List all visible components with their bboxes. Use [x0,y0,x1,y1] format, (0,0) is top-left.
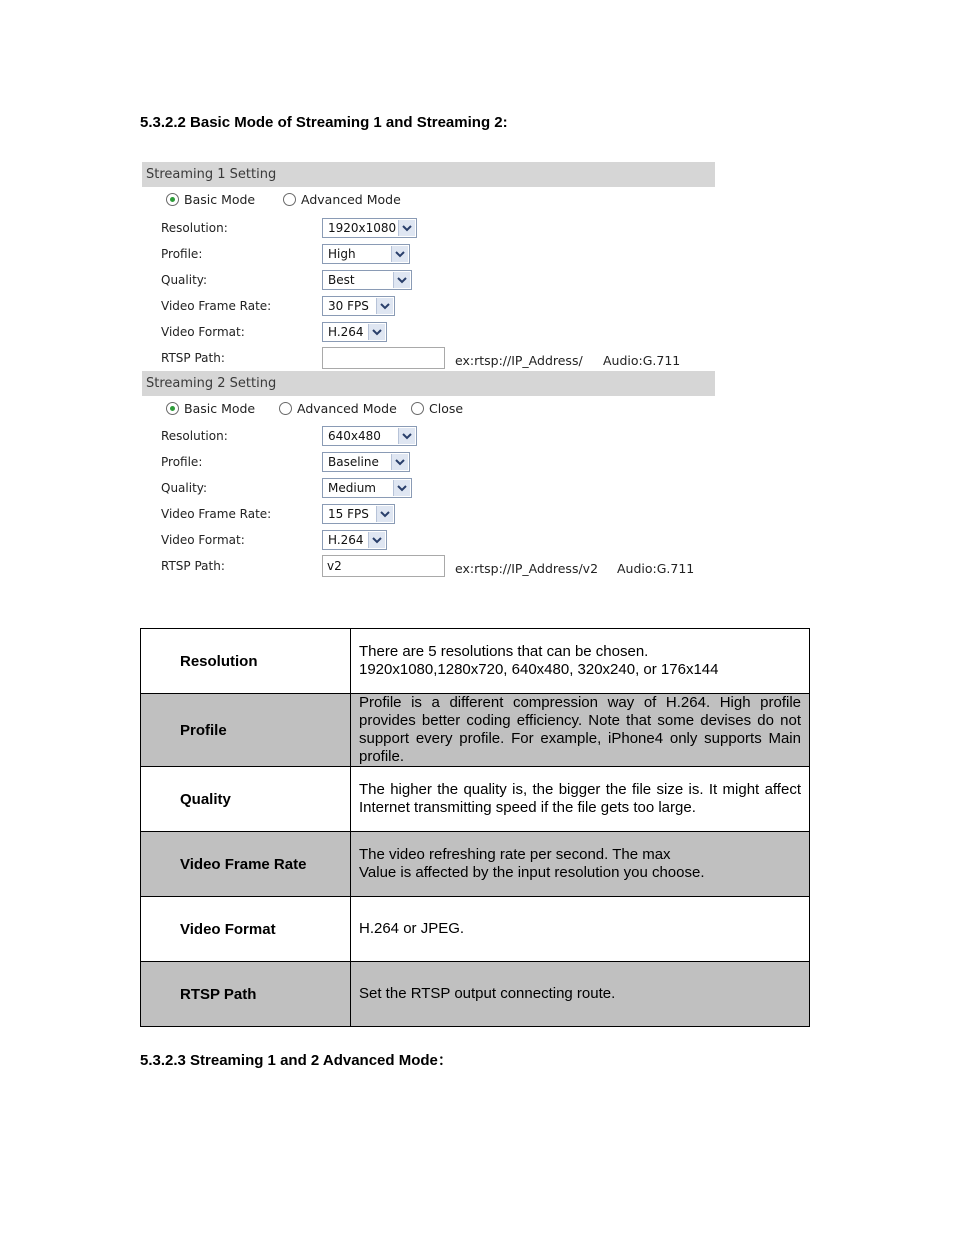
advanced-mode-label: Advanced Mode [297,401,397,416]
streaming2-quality-row [142,475,715,501]
streaming-settings-panel [142,162,715,579]
streaming1-advanced-mode-radio[interactable] [283,192,401,207]
definition-line: Value is affected by the input resolution you choose. [359,864,705,881]
basic-mode-label: Basic Mode [184,192,256,207]
profile-label: Profile: [161,247,203,261]
definition-line: 1920x1080,1280x720, 640x480, 320x240, or 176x144 [359,661,719,678]
select-value: Baseline [328,455,379,469]
table-row [141,832,810,897]
advanced-mode-label: Advanced Mode [301,192,401,207]
chevron-down-icon[interactable] [391,454,408,470]
streaming1-resolution-select[interactable] [322,218,417,238]
select-value: High [328,247,356,261]
streaming2-mode-row [142,396,715,423]
chevron-down-icon[interactable] [398,428,415,444]
streaming2-rtsp-row [142,553,715,579]
basic-mode-label: Basic Mode [184,401,256,416]
table-row [141,629,810,694]
select-value: 15 FPS [328,507,369,521]
term-cell: Video Frame Rate [141,832,351,897]
streaming2-profile-row [142,449,715,475]
parameter-description-table [140,628,810,1027]
chevron-down-icon[interactable] [393,272,410,288]
streaming2-basic-mode-radio[interactable] [166,401,255,416]
streaming2-header: Streaming 2 Setting [142,371,715,396]
streaming1-basic-mode-radio[interactable] [166,192,255,207]
streaming1-rtsp-row [142,345,715,371]
table-row [141,767,810,832]
term-cell: Video Format [141,897,351,962]
rtsp-label: RTSP Path: [161,351,225,365]
definition-line: The video refreshing rate per second. The max [359,846,671,863]
streaming2-profile-select[interactable] [322,452,410,472]
definition-line: There are 5 resolutions that can be chosen. [359,643,649,660]
radio-unchecked-icon [411,402,424,415]
select-value: 30 FPS [328,299,369,313]
format-label: Video Format: [161,325,245,339]
streaming1-quality-select[interactable] [322,270,412,290]
definition-line: Set the RTSP output connecting route. [359,985,616,1002]
term-cell: Profile [141,694,351,767]
rtsp-label: RTSP Path: [161,559,225,573]
audio-codec: Audio:G.711 [617,561,695,576]
format-label: Video Format: [161,533,245,547]
table-row [141,897,810,962]
definition-cell [351,767,810,832]
streaming2-close-radio[interactable] [411,401,463,416]
streaming1-rtsp-input[interactable] [322,347,445,369]
streaming1-format-row [142,319,715,345]
resolution-label: Resolution: [161,221,228,235]
chevron-down-icon[interactable] [398,220,415,236]
streaming2-resolution-row [142,423,715,449]
definition-cell [351,832,810,897]
rtsp-example: ex:rtsp://IP_Address/v2 [455,561,599,576]
chevron-down-icon[interactable] [393,480,410,496]
chevron-down-icon[interactable] [376,506,393,522]
streaming2-quality-select[interactable] [322,478,412,498]
close-label: Close [429,401,464,416]
table-row [141,694,810,767]
frame-rate-label: Video Frame Rate: [161,507,272,521]
definition-line: The higher the quality is, the bigger the file size is. It might affect Internet transmitting speed if the file gets too large. [359,781,801,816]
definition-cell [351,629,810,694]
frame-rate-label: Video Frame Rate: [161,299,272,313]
streaming2-format-row [142,527,715,553]
streaming1-format-select[interactable] [322,322,387,342]
streaming1-resolution-row [142,215,715,241]
rtsp-example: ex:rtsp://IP_Address/ [455,353,583,368]
term-cell: RTSP Path [141,962,351,1027]
definition-cell [351,897,810,962]
definition-line: H.264 or JPEG. [359,920,465,937]
streaming1-frame-rate-row [142,293,715,319]
chevron-down-icon[interactable] [368,324,385,340]
select-value: 1920x1080 [328,221,397,235]
streaming2-resolution-select[interactable] [322,426,417,446]
resolution-label: Resolution: [161,429,228,443]
radio-checked-icon [166,193,179,206]
section-heading-basic: 5.3.2.2 Basic Mode of Streaming 1 and Streaming 2: [140,114,508,131]
chevron-down-icon[interactable] [368,532,385,548]
quality-label: Quality: [161,481,208,495]
streaming2-rtsp-input[interactable]: v2 [322,555,445,577]
chevron-down-icon[interactable] [376,298,393,314]
radio-unchecked-icon [283,193,296,206]
quality-label: Quality: [161,273,208,287]
definition-cell [351,962,810,1027]
streaming2-frame-rate-row [142,501,715,527]
streaming2-format-select[interactable] [322,530,387,550]
streaming1-mode-row [142,187,715,215]
table-row [141,962,810,1027]
section-heading-advanced: 5.3.2.3 Streaming 1 and 2 Advanced Mode： [140,1052,453,1069]
definition-line: Profile is a different compression way of H.264. High profile provides better coding efficiency. Note that some devises do not support every profile. For example, iPhone4 only supports Main profile. [359,694,801,765]
streaming1-quality-row [142,267,715,293]
profile-label: Profile: [161,455,203,469]
select-value: H.264 [328,533,364,547]
streaming1-profile-select[interactable] [322,244,410,264]
term-cell: Quality [141,767,351,832]
streaming2-frame-rate-select[interactable] [322,504,395,524]
chevron-down-icon[interactable] [391,246,408,262]
audio-codec: Audio:G.711 [603,353,681,368]
radio-checked-icon [166,402,179,415]
term-cell: Resolution [141,629,351,694]
radio-unchecked-icon [279,402,292,415]
streaming1-header: Streaming 1 Setting [142,162,715,187]
select-value: H.264 [328,325,364,339]
select-value: 640x480 [328,429,381,443]
streaming2-advanced-mode-radio[interactable] [279,401,397,416]
streaming1-frame-rate-select[interactable] [322,296,395,316]
definition-cell [351,694,810,767]
select-value: Best [328,273,355,287]
select-value: Medium [328,481,376,495]
streaming1-profile-row [142,241,715,267]
